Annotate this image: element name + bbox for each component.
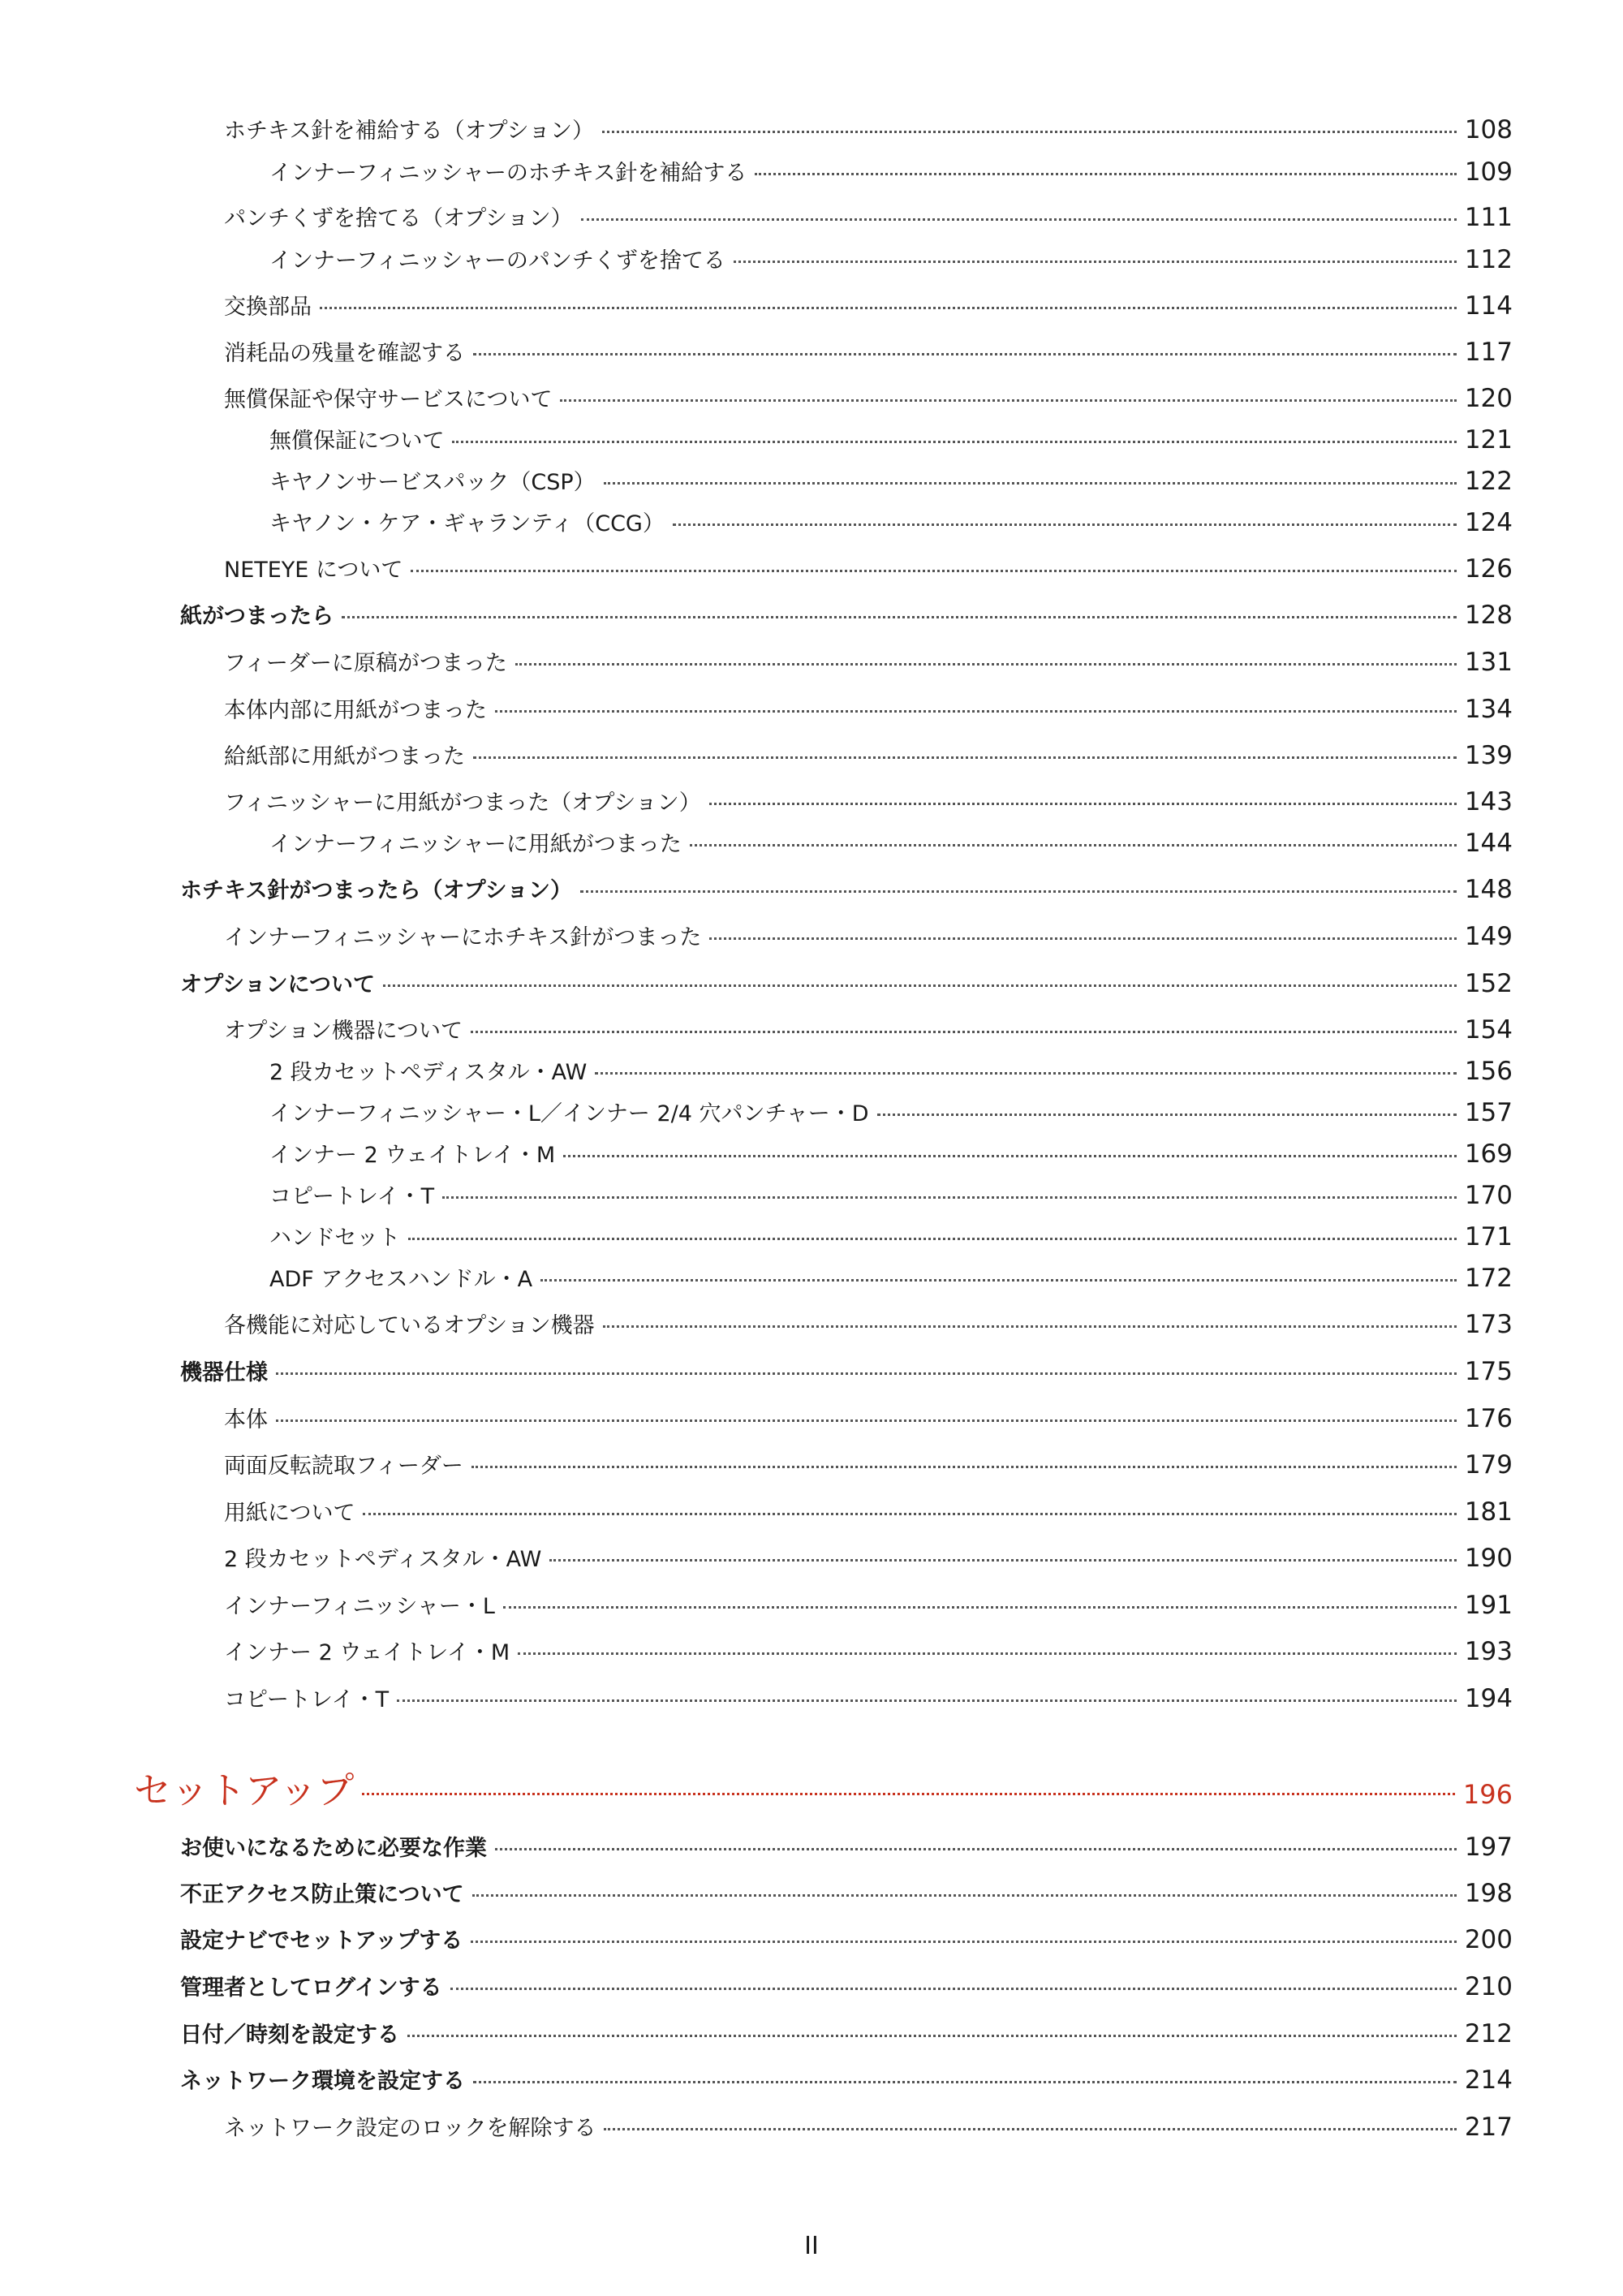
entry-page-number: 175	[1464, 1357, 1513, 1386]
entry-page-number: 170	[1464, 1181, 1513, 1210]
entry-title: パンチくずを捨てる（オプション）	[224, 206, 573, 231]
entry-title: 両面反転読取フィーダー	[224, 1454, 463, 1479]
entry-title: オプションについて	[180, 972, 376, 997]
dot-leader	[411, 570, 1456, 572]
toc-entry[interactable]	[269, 156, 1513, 188]
entry-title: 交換部品	[224, 295, 312, 320]
entry-title: 用紙について	[224, 1501, 355, 1526]
dot-leader	[442, 1196, 1457, 1199]
dot-leader	[734, 261, 1457, 263]
entry-page-number: 197	[1464, 1833, 1513, 1862]
entry-title: ネットワーク設定のロックを解除する	[224, 2116, 596, 2141]
dot-leader	[495, 710, 1457, 713]
toc-entry[interactable]	[224, 646, 1513, 678]
dot-leader	[690, 844, 1457, 846]
entry-page-number: 148	[1464, 875, 1513, 904]
dot-leader	[471, 1466, 1457, 1468]
entry-page-number: 108	[1464, 115, 1513, 144]
dot-leader	[471, 1941, 1457, 1943]
toc-entry[interactable]	[224, 786, 1513, 818]
toc-entry[interactable]	[269, 1221, 1513, 1253]
dot-leader	[549, 1559, 1457, 1562]
dot-leader	[515, 663, 1457, 666]
entry-title: 管理者としてログインする	[180, 1975, 442, 2001]
entry-title: 本体内部に用紙がつまった	[224, 698, 487, 723]
entry-page-number: 134	[1464, 695, 1513, 724]
dot-leader	[383, 984, 1457, 987]
dot-leader	[495, 1848, 1457, 1850]
entry-title: キヤノン・ケア・ギャランティ（CCG）	[269, 511, 665, 536]
entry-title: ネットワーク環境を設定する	[180, 2069, 465, 2094]
entry-page-number: 121	[1464, 425, 1513, 454]
toc-entry[interactable]	[224, 382, 1513, 415]
entry-page-number: 200	[1464, 1925, 1513, 1954]
dot-leader	[560, 399, 1456, 402]
dot-leader	[602, 131, 1457, 133]
entry-page-number: 117	[1464, 338, 1513, 367]
entry-page-number: 194	[1464, 1684, 1513, 1713]
entry-page-number: 196	[1462, 1779, 1513, 1810]
toc-entry[interactable]	[224, 1589, 1513, 1622]
entry-page-number: 172	[1464, 1264, 1513, 1293]
entry-title: 不正アクセス防止策について	[180, 1882, 464, 1907]
dot-leader	[363, 1513, 1456, 1515]
dot-leader	[362, 1793, 1455, 1795]
entry-page-number: 109	[1464, 157, 1513, 187]
entry-title: ハンドセット	[269, 1226, 401, 1251]
toc-entry[interactable]	[224, 1014, 1513, 1046]
page-number: II	[804, 2232, 819, 2260]
entry-title: 本体	[224, 1407, 268, 1432]
toc-entry[interactable]	[224, 1449, 1513, 1481]
entry-page-number: 126	[1464, 554, 1513, 584]
entry-title: インナーフィニッシャーのホチキス針を補給する	[269, 161, 747, 186]
dot-leader	[877, 1114, 1457, 1116]
entry-page-number: 214	[1464, 2066, 1513, 2095]
entry-title: ホチキス針を補給する（オプション）	[224, 118, 595, 144]
entry-title: NETEYE について	[224, 558, 403, 583]
toc-entry[interactable]	[180, 599, 1513, 631]
entry-page-number: 122	[1464, 467, 1513, 496]
toc-entry[interactable]	[180, 967, 1513, 1000]
entry-page-number: 111	[1464, 203, 1513, 232]
dot-leader	[581, 218, 1457, 221]
dot-leader	[604, 2128, 1456, 2130]
entry-title: お使いになるために必要な作業	[180, 1836, 487, 1861]
entry-title: 日付／時刻を設定する	[180, 2022, 399, 2048]
entry-title: 設定ナビでセットアップする	[180, 1928, 463, 1954]
entry-page-number: 143	[1464, 787, 1513, 816]
toc-entry[interactable]	[224, 739, 1513, 772]
entry-page-number: 149	[1464, 922, 1513, 951]
dot-leader	[452, 441, 1456, 443]
toc-entry[interactable]	[224, 114, 1513, 146]
entry-page-number: 120	[1464, 384, 1513, 413]
dot-leader	[407, 2035, 1457, 2037]
entry-page-number: 173	[1464, 1310, 1513, 1339]
toc-entry[interactable]	[224, 201, 1513, 234]
toc-entry[interactable]	[180, 2018, 1513, 2050]
entry-title: セットアップ	[134, 1768, 355, 1812]
toc-entry[interactable]	[180, 1877, 1513, 1910]
dot-leader	[755, 173, 1456, 175]
toc-entry[interactable]	[224, 920, 1513, 953]
toc-entry[interactable]	[180, 1355, 1513, 1388]
entry-page-number: 112	[1464, 245, 1513, 274]
dot-leader	[604, 482, 1457, 485]
entry-title: フィーダーに原稿がつまった	[224, 651, 507, 676]
toc-entry[interactable]	[269, 1055, 1513, 1088]
dot-leader	[709, 937, 1456, 940]
toc-entry[interactable]	[269, 1262, 1513, 1294]
dot-leader	[540, 1279, 1457, 1282]
entry-title: インナー 2 ウェイトレイ・M	[269, 1143, 556, 1168]
toc-entry[interactable]	[224, 1308, 1513, 1341]
dot-leader	[397, 1699, 1457, 1702]
toc-entry[interactable]	[224, 553, 1513, 585]
entry-page-number: 210	[1464, 1972, 1513, 2001]
entry-title: ADF アクセスハンドル・A	[269, 1267, 533, 1292]
entry-title: 無償保証について	[269, 429, 445, 454]
entry-page-number: 139	[1464, 741, 1513, 770]
entry-page-number: 169	[1464, 1139, 1513, 1169]
entry-page-number: 217	[1464, 2113, 1513, 2142]
entry-title: 2 段カセットペディスタル・AW	[224, 1547, 542, 1572]
toc-entry[interactable]	[180, 1831, 1513, 1863]
toc-entry[interactable]	[180, 1971, 1513, 2003]
toc-entry[interactable]	[269, 1096, 1513, 1129]
chapter-entry[interactable]	[134, 1766, 1513, 1815]
dot-leader	[408, 1238, 1457, 1240]
entry-title: インナーフィニッシャー・L	[224, 1594, 495, 1619]
dot-leader	[595, 1072, 1457, 1075]
dot-leader	[342, 616, 1457, 618]
toc-entry[interactable]	[269, 827, 1513, 859]
entry-title: 消耗品の残量を確認する	[224, 341, 465, 366]
entry-page-number: 128	[1464, 601, 1513, 630]
toc-entry[interactable]	[224, 290, 1513, 322]
dot-leader	[673, 523, 1457, 526]
entry-title: キヤノンサービスパック（CSP）	[269, 470, 596, 495]
entry-title: インナーフィニッシャーのパンチくずを捨てる	[269, 248, 725, 274]
entry-page-number: 157	[1464, 1098, 1513, 1127]
toc-entry[interactable]	[180, 1923, 1513, 1956]
entry-page-number: 181	[1464, 1497, 1513, 1527]
entry-title: インナーフィニッシャーに用紙がつまった	[269, 832, 682, 857]
entry-title: インナー 2 ウェイトレイ・M	[224, 1640, 510, 1665]
toc-entry[interactable]	[180, 873, 1513, 906]
entry-title: オプション機器について	[224, 1019, 463, 1044]
toc-entry[interactable]	[224, 1635, 1513, 1668]
entry-title: 給紙部に用紙がつまった	[224, 744, 465, 769]
dot-leader	[471, 1031, 1457, 1033]
toc-entry[interactable]	[224, 1682, 1513, 1715]
entry-page-number: 114	[1464, 291, 1513, 321]
entry-page-number: 156	[1464, 1057, 1513, 1086]
dot-leader	[276, 1372, 1457, 1375]
entry-page-number: 198	[1464, 1879, 1513, 1908]
entry-title: ホチキス針がつまったら（オプション）	[180, 878, 573, 903]
toc-entry[interactable]	[224, 693, 1513, 726]
entry-title: コピートレイ・T	[269, 1184, 435, 1209]
toc-entry[interactable]	[180, 2064, 1513, 2096]
entry-page-number: 176	[1464, 1404, 1513, 1433]
dot-leader	[320, 307, 1457, 309]
entry-title: 2 段カセットペディスタル・AW	[269, 1060, 588, 1085]
dot-leader	[580, 890, 1457, 893]
toc-entry[interactable]	[269, 506, 1513, 539]
dot-leader	[503, 1606, 1457, 1609]
entry-title: 紙がつまったら	[180, 604, 334, 629]
entry-title: インナーフィニッシャー・L／インナー 2/4 穴パンチャー・D	[269, 1101, 869, 1126]
entry-title: 各機能に対応しているオプション機器	[224, 1313, 595, 1338]
toc-entry[interactable]	[269, 465, 1513, 498]
entry-page-number: 171	[1464, 1222, 1513, 1251]
entry-page-number: 179	[1464, 1450, 1513, 1480]
dot-leader	[563, 1155, 1457, 1157]
dot-leader	[473, 2081, 1457, 2083]
toc-entry[interactable]	[224, 2111, 1513, 2143]
entry-title: フィニッシャーに用紙がつまった（オプション）	[224, 790, 701, 816]
entry-page-number: 131	[1464, 648, 1513, 677]
dot-leader	[450, 1988, 1457, 1990]
dot-leader	[276, 1419, 1457, 1422]
toc-entry[interactable]	[269, 243, 1513, 276]
entry-title: インナーフィニッシャーにホチキス針がつまった	[224, 925, 702, 950]
toc-entry[interactable]	[224, 336, 1513, 368]
dot-leader	[473, 353, 1457, 355]
dot-leader	[518, 1652, 1457, 1655]
dot-leader	[709, 803, 1457, 805]
entry-page-number: 212	[1464, 2019, 1513, 2048]
entry-title: コピートレイ・T	[224, 1687, 390, 1712]
dot-leader	[473, 756, 1457, 759]
dot-leader	[603, 1325, 1457, 1328]
toc-entry[interactable]	[224, 1542, 1513, 1574]
toc-entry[interactable]	[269, 1138, 1513, 1170]
entry-page-number: 193	[1464, 1637, 1513, 1666]
entry-title: 機器仕様	[180, 1360, 268, 1385]
toc-entry[interactable]	[269, 1179, 1513, 1212]
dot-leader	[472, 1894, 1457, 1897]
entry-page-number: 124	[1464, 508, 1513, 537]
entry-page-number: 154	[1464, 1015, 1513, 1045]
toc-entry[interactable]	[224, 1496, 1513, 1528]
toc-entry[interactable]	[224, 1402, 1513, 1435]
toc-entry[interactable]	[269, 424, 1513, 456]
entry-page-number: 191	[1464, 1591, 1513, 1620]
entry-page-number: 144	[1464, 829, 1513, 858]
entry-page-number: 152	[1464, 969, 1513, 998]
entry-title: 無償保証や保守サービスについて	[224, 387, 553, 412]
entry-page-number: 190	[1464, 1544, 1513, 1573]
